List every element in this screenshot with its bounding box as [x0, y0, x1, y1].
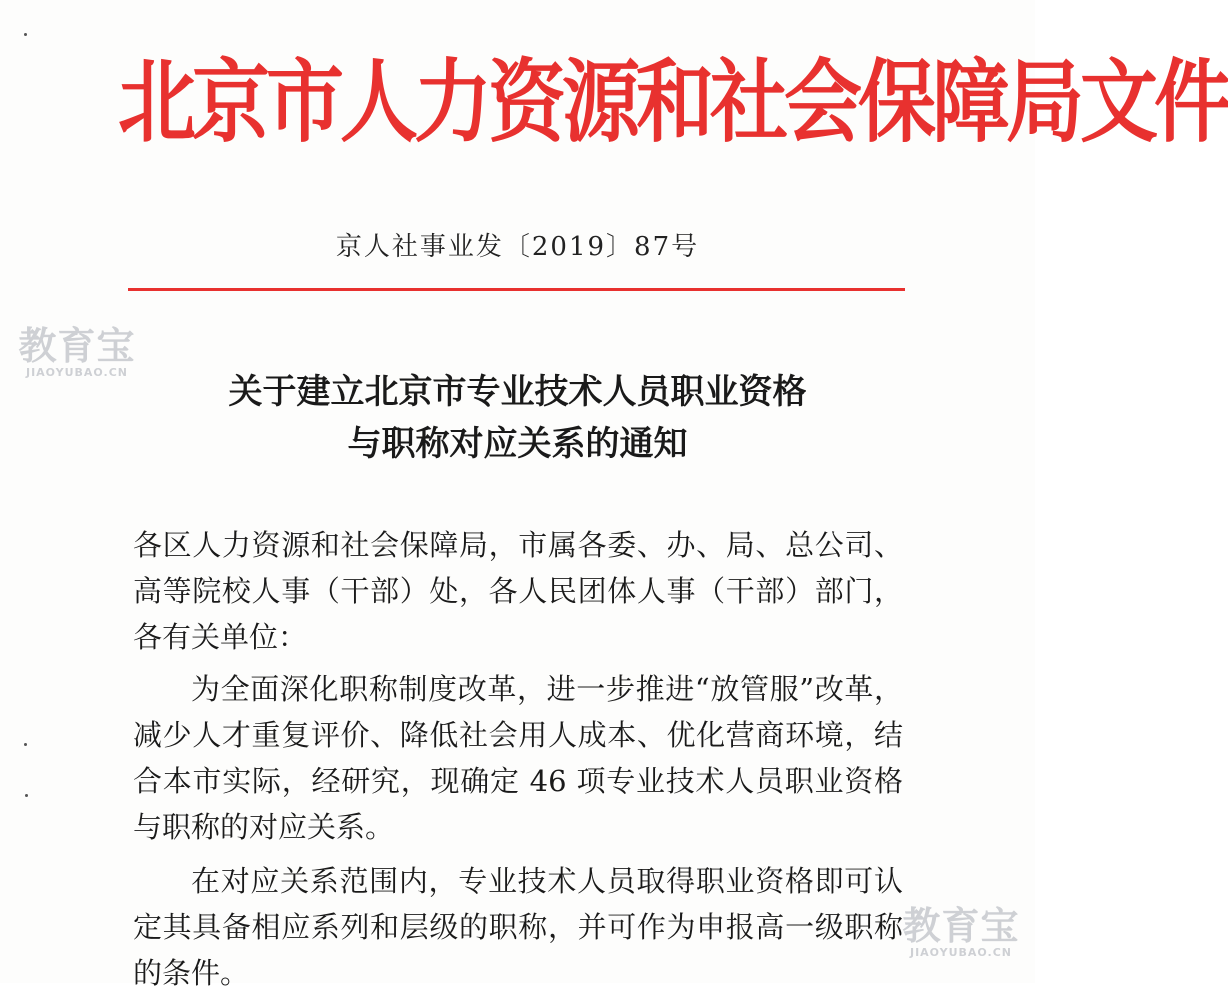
notice-title: [0, 366, 1035, 470]
salutation-text: 各区人力资源和社会保障局，市属各委、办、局、总公司、高等院校人事（干部）处，各人民团体人事（干部）部门，各有关单位：: [133, 528, 903, 654]
body-paragraph-1: [133, 666, 903, 850]
watermark-sub-text: JIAOYUBAO.CN: [909, 946, 1013, 959]
scan-speck: [24, 33, 27, 36]
salutation: [133, 522, 903, 660]
notice-title-line-2: 与职称对应关系的通知: [347, 424, 688, 464]
notice-title-line-1: 关于建立北京市专业技术人员职业资格: [228, 372, 807, 412]
watermark-main-text: 教育宝: [18, 324, 136, 368]
body-paragraph-2: [133, 858, 903, 996]
red-divider-line: [128, 288, 905, 291]
scan-speck: [25, 794, 28, 797]
paragraph-1-text: 为全面深化职称制度改革，进一步推进“放管服”改革，减少人才重复评价、降低社会用人成本、优化营商环境，结合本市实际，经研究，现确定 46 项专业技术人员职业资格与职称的对应关系。: [133, 672, 903, 844]
scan-speck: [24, 743, 27, 746]
watermark-main-text: 教育宝: [902, 904, 1020, 948]
document-number: 京人社事业发〔2019〕87号: [335, 232, 700, 262]
paragraph-2-text: 在对应关系范围内，专业技术人员取得职业资格即可认定其具备相应系列和层级的职称，并可作为申报高一级职称的条件。: [133, 864, 903, 990]
masthead-title: 北京市人力资源和社会保障局文件: [118, 51, 1228, 155]
watermark-logo: [902, 906, 1020, 960]
watermark-sub-text: JIAOYUBAO.CN: [25, 366, 129, 379]
